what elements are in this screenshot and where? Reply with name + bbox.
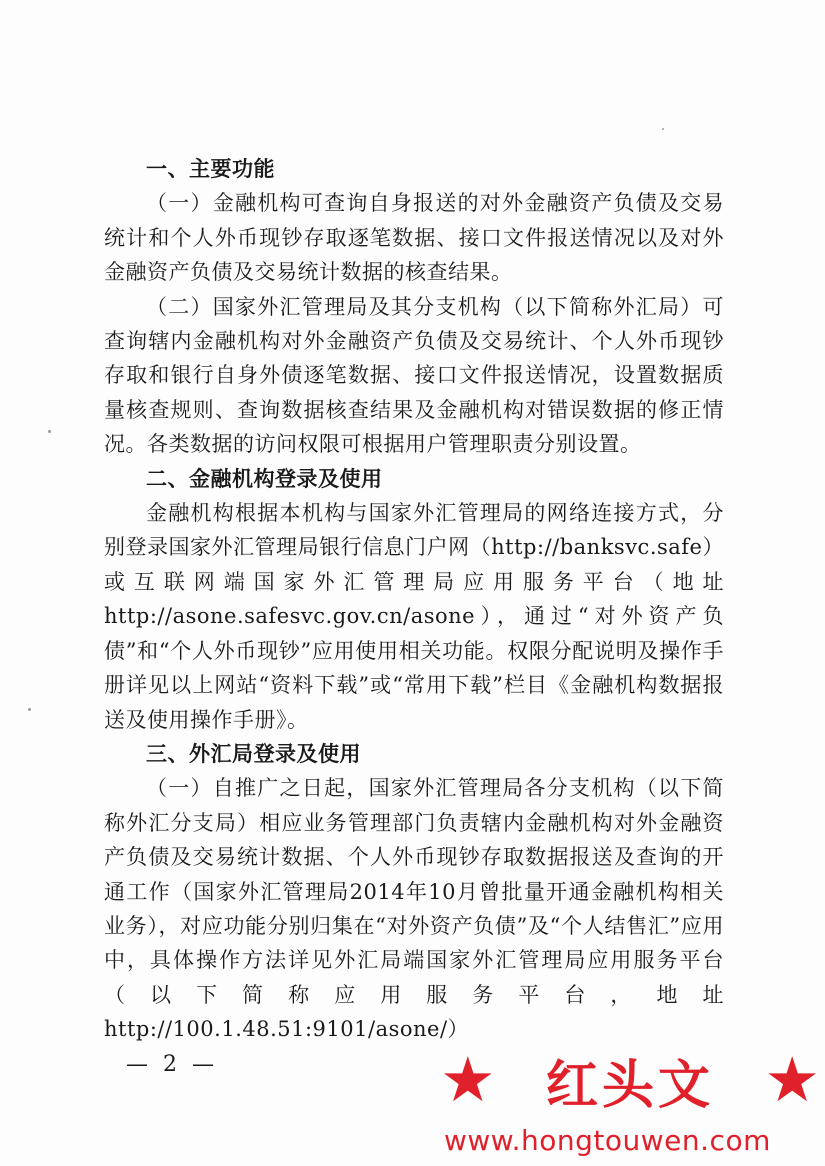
document-body xyxy=(104,152,724,1047)
scan-speck xyxy=(662,128,664,130)
scan-speck xyxy=(28,708,31,711)
paragraph-safe-query: （二）国家外汇管理局及其分支机构（以下简称外汇局）可查询辖内金融机构对外金融资产负债及交易统计、个人外币现钞存取和银行自身外债逐笔数据、接口文件报送情况，设置数据质量核查规则、查询数据核查结果及金融机构对错误数据的修正情况。各类数据的访问权限可根据用户管理职责分别设置。 xyxy=(104,294,724,457)
section-heading-institution-login: 二、金融机构登录及使用 xyxy=(146,466,383,491)
watermark-brand xyxy=(440,1040,820,1120)
watermark-title: 红头文 xyxy=(545,1055,714,1116)
star-icon: ★ xyxy=(440,1043,496,1116)
section-heading-safe-login: 三、外汇局登录及使用 xyxy=(146,741,361,766)
paragraph-safe-login: （一）自推广之日起，国家外汇管理局各分支机构（以下简称外汇分支局）相应业务管理部门负责辖内金融机构对外金融资产负债及交易统计数据、个人外币现钞存取数据报送及查询的开通工作（国家外汇管理局2014年10月曾批量开通金融机构相关业务），对应功能分别归集在“对外资产负债”及“个人结售汇”应用中，具体操作方法详见外汇局端国家外汇管理局应用服务平台（以下简称应用服务平台，地址http://100.1.48.51:9101/asone/） xyxy=(104,776,724,1042)
watermark xyxy=(440,1040,820,1160)
scan-speck xyxy=(48,430,51,433)
paragraph-institution-login: 金融机构根据本机构与国家外汇管理局的网络连接方式，分别登录国家外汇管理局银行信息门户网（http://banksvc.safe）或互联网端国家外汇管理局应用服务平台（地址http://asone.safesvc.gov.cn/asone），通过“对外资产负债”和“个人外币现钞”应用使用相关功能。权限分配说明及操作手册详见以上网站“资料下载”或“常用下载”栏目《金融机构数据报送及使用操作手册》。 xyxy=(104,501,724,732)
paragraph-institution-query: （一）金融机构可查询自身报送的对外金融资产负债及交易统计和个人外币现钞存取逐笔数据、接口文件报送情况以及对外金融资产负债及交易统计数据的核查结果。 xyxy=(104,191,724,285)
watermark-url: www.hongtouwen.com xyxy=(444,1124,771,1157)
star-icon: ★ xyxy=(764,1043,820,1116)
page-number: — 2 — xyxy=(126,1052,218,1077)
section-heading-main-functions: 一、主要功能 xyxy=(146,157,275,181)
